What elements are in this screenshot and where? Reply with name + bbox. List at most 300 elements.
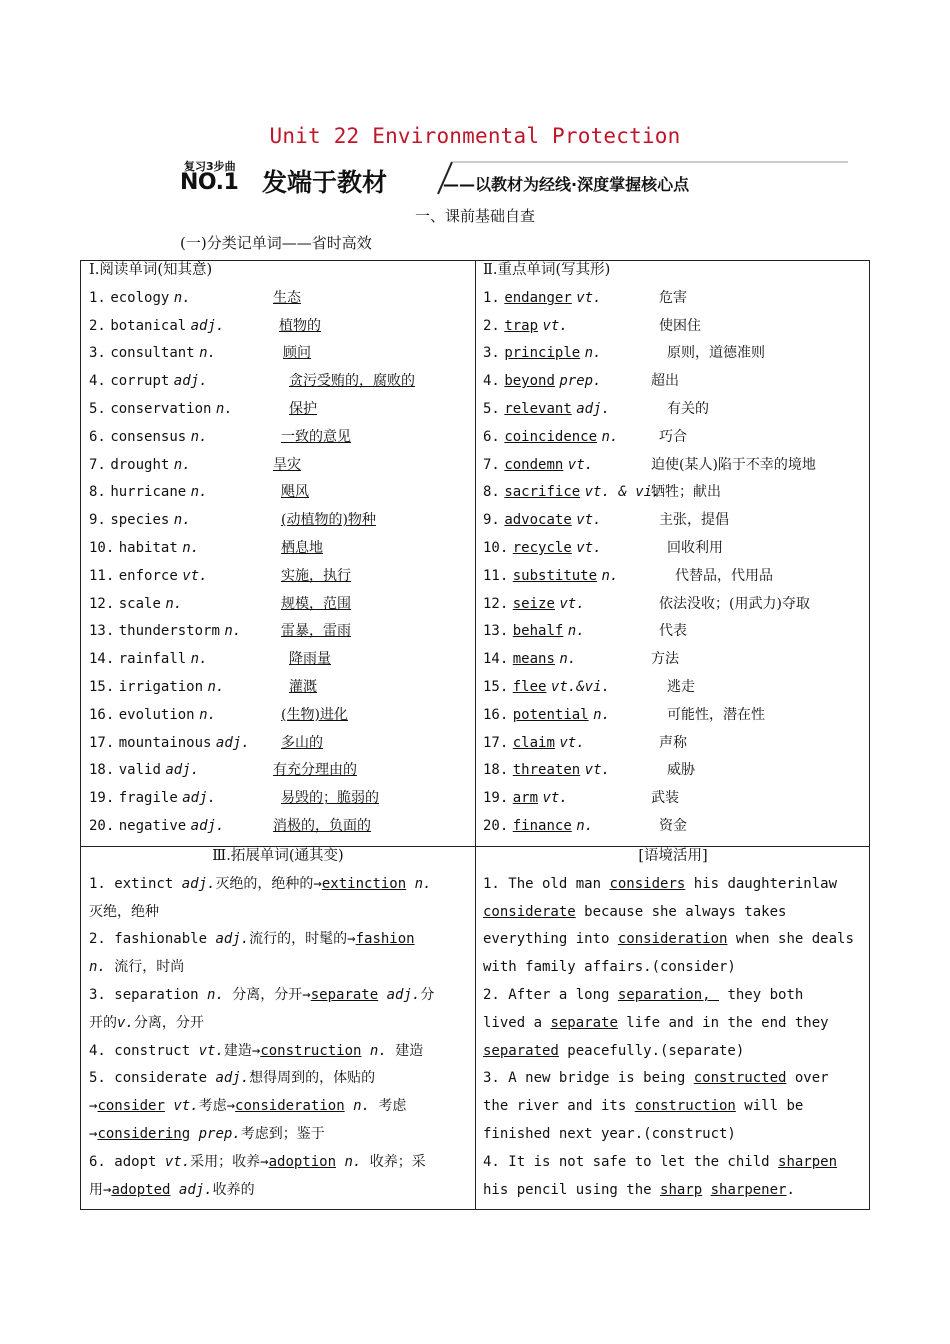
text-segment: with family affairs.(consider) — [483, 959, 736, 976]
vocab-word: advocate — [504, 512, 572, 529]
text-segment: they both — [719, 986, 804, 1003]
text-segment: n. — [414, 875, 432, 892]
part-of-speech: adj. — [190, 817, 225, 834]
vocab-row — [89, 563, 469, 591]
part-of-speech: n. — [190, 651, 208, 668]
answer-word: adopted — [111, 1181, 171, 1198]
text-segment: n. — [344, 1153, 362, 1170]
text-segment: adj. — [181, 875, 216, 892]
text-segment: 建造 — [386, 1042, 424, 1059]
word-meaning: 迫使(某人)陷于不幸的境地 — [651, 456, 816, 473]
item-number: 13. — [89, 623, 115, 640]
text-line-content — [89, 987, 434, 1003]
item-number: 10. — [483, 539, 509, 556]
vocab-row — [89, 452, 469, 480]
text-line — [483, 982, 863, 1010]
text-line — [89, 1038, 467, 1066]
text-line-content — [89, 1043, 423, 1059]
vocab-word: irrigation — [118, 678, 204, 695]
word-meaning: 顾问 — [283, 345, 311, 362]
text-line-content — [483, 904, 786, 920]
text-segment: vt. — [164, 1153, 191, 1170]
part-of-speech: adj. — [173, 373, 208, 390]
item-number: 8. — [89, 484, 106, 501]
item-number: 16. — [89, 706, 115, 723]
vocab-row — [89, 674, 469, 702]
vocab-word: recycle — [512, 539, 572, 556]
part-of-speech: n. — [165, 595, 183, 612]
item-number: 6. — [89, 428, 106, 445]
word-meaning: 声称 — [659, 734, 687, 751]
text-segment — [190, 1126, 198, 1142]
text-segment: prep. — [198, 1125, 241, 1142]
word-meaning: 实施，执行 — [281, 567, 351, 584]
vocab-word: fragile — [118, 790, 178, 807]
text-segment: will be — [735, 1098, 804, 1115]
text-segment: 分离，分开 — [133, 1014, 204, 1031]
vocab-row — [89, 813, 469, 841]
text-line-content — [89, 1154, 426, 1170]
answer-word: sharpen — [778, 1153, 838, 1170]
vocab-word: finance — [512, 817, 572, 834]
reading-words-header: Ⅰ.阅读单词(知其意) — [89, 262, 213, 278]
part-of-speech: adj. — [182, 790, 216, 807]
word-meaning: 逃走 — [667, 678, 695, 695]
item-number: 6. — [483, 428, 500, 445]
part-of-speech: n. — [207, 678, 225, 695]
text-segment — [406, 876, 414, 892]
item-number: 5. — [89, 400, 106, 417]
key-words-header: Ⅱ.重点单词(写其形) — [483, 262, 611, 278]
word-meaning: 易毁的；脆弱的 — [281, 790, 379, 807]
word-meaning: 保护 — [289, 400, 317, 417]
part-of-speech: vt. — [559, 595, 585, 612]
word-meaning: 有关的 — [667, 400, 709, 417]
vocab-row — [89, 757, 469, 785]
text-segment: 3. separation — [89, 986, 208, 1003]
text-segment: 考虑到；鉴于 — [240, 1125, 325, 1142]
vocab-word: habitat — [118, 539, 178, 556]
part-of-speech: n. — [559, 651, 577, 668]
vocab-row — [89, 368, 469, 396]
vocab-word: principle — [504, 345, 581, 362]
item-number: 18. — [483, 762, 509, 779]
banner-number: NO.1 — [180, 170, 239, 195]
vocab-row — [483, 702, 868, 730]
part-of-speech: n. — [173, 456, 191, 473]
text-segment: n. — [207, 986, 224, 1003]
answer-word: separation, — [617, 986, 720, 1003]
text-line-content — [89, 876, 431, 892]
part-of-speech: n. — [601, 567, 619, 584]
text-line — [483, 954, 863, 982]
part-of-speech: n. — [190, 484, 208, 501]
part-of-speech: vt. & vi. — [584, 484, 661, 501]
text-line — [89, 1010, 467, 1038]
part-of-speech: n. — [182, 539, 200, 556]
text-segment: when she deals — [727, 931, 854, 948]
word-meaning: 飓风 — [281, 484, 309, 501]
vocab-word: condemn — [504, 456, 564, 473]
vocab-row — [89, 479, 469, 507]
item-number: 20. — [89, 817, 115, 834]
text-line — [89, 899, 467, 927]
text-segment: 开的 — [89, 1014, 117, 1031]
vocab-row — [483, 340, 868, 368]
word-meaning: 资金 — [659, 817, 687, 834]
word-meaning: 依法没收；(用武力)夺取 — [659, 595, 810, 612]
text-line-content — [483, 1070, 829, 1086]
text-line — [89, 1121, 467, 1149]
vocab-word: species — [110, 512, 170, 529]
text-segment: 分离，分开→ — [223, 986, 311, 1003]
word-meaning: 代替品，代用品 — [675, 567, 773, 584]
vocab-word: botanical — [110, 317, 187, 334]
word-meaning: 生态 — [273, 289, 301, 306]
vocab-word: sacrifice — [504, 484, 581, 501]
vocab-word: valid — [118, 762, 161, 779]
item-number: 18. — [89, 762, 115, 779]
item-number: 7. — [89, 456, 106, 473]
answer-word: fashion — [355, 931, 415, 948]
vocab-word: endanger — [504, 289, 572, 306]
context-usage-cell — [483, 843, 863, 1204]
text-segment — [170, 1182, 178, 1198]
vocab-word: scale — [118, 595, 161, 612]
text-line-content — [89, 931, 415, 947]
text-segment: 灭绝的，绝种的→ — [215, 875, 322, 892]
text-segment: 用→ — [89, 1181, 112, 1198]
context-usage-header: [语境活用] — [638, 848, 708, 864]
item-number: 14. — [483, 651, 509, 668]
text-segment: 5. considerate — [89, 1070, 216, 1087]
part-of-speech: adj. — [165, 762, 200, 779]
item-number: 9. — [483, 512, 500, 529]
part-of-speech: adj. — [215, 734, 250, 751]
vocab-row — [483, 813, 868, 841]
text-line — [483, 1093, 863, 1121]
answer-word: separated — [483, 1042, 559, 1059]
reading-words-list — [89, 285, 469, 841]
text-line-content — [483, 1098, 803, 1114]
vocab-row — [483, 479, 868, 507]
vocab-row — [89, 785, 469, 813]
vocab-word: enforce — [118, 567, 178, 584]
text-segment — [345, 1098, 353, 1114]
text-line — [483, 1065, 863, 1093]
word-meaning: 灌溉 — [289, 678, 317, 695]
text-segment: 4. It is not safe to let the child — [483, 1153, 779, 1170]
word-meaning: 消极的，负面的 — [273, 817, 371, 834]
column-divider — [475, 261, 476, 1210]
item-number: 2. — [483, 317, 500, 334]
answer-word: considering — [97, 1125, 191, 1142]
vocab-row — [483, 396, 868, 424]
vocab-word: rainfall — [118, 651, 187, 668]
item-number: 1. — [89, 289, 106, 306]
vocab-word: conservation — [110, 400, 212, 417]
item-number: 4. — [89, 373, 106, 390]
text-segment: 6. adopt — [89, 1153, 165, 1170]
text-segment: adj. — [215, 1070, 250, 1087]
vocab-word: drought — [110, 456, 170, 473]
part-of-speech: adj. — [576, 400, 610, 417]
item-number: 4. — [483, 373, 500, 390]
text-line — [89, 954, 467, 982]
vocab-row — [483, 591, 868, 619]
vocab-row — [89, 591, 469, 619]
text-segment: life and in the end they — [617, 1014, 829, 1031]
vocab-word: claim — [512, 734, 555, 751]
text-line — [89, 982, 467, 1010]
word-meaning: 多山的 — [281, 734, 323, 751]
text-segment: 建造→ — [223, 1042, 261, 1059]
text-line — [483, 926, 863, 954]
text-segment: vt. — [173, 1098, 199, 1115]
text-segment: 1. The old man — [483, 875, 610, 892]
item-number: 12. — [89, 595, 115, 612]
text-segment: → — [89, 1125, 98, 1142]
answer-word: sharpener — [710, 1181, 787, 1198]
vocab-word: arm — [512, 790, 539, 807]
vocab-word: threaten — [512, 762, 581, 779]
item-number: 7. — [483, 456, 500, 473]
item-number: 15. — [483, 678, 509, 695]
vocab-word: ecology — [110, 289, 170, 306]
item-number: 12. — [483, 595, 509, 612]
text-line-content — [89, 959, 184, 975]
text-line — [89, 1149, 467, 1177]
item-number: 3. — [483, 345, 500, 362]
text-segment: 3. A new bridge is being — [483, 1070, 694, 1087]
vocab-row — [483, 313, 868, 341]
answer-word: adoption — [268, 1153, 337, 1170]
vocab-row — [89, 618, 469, 646]
part-of-speech: vt. — [567, 456, 594, 473]
item-number: 16. — [483, 706, 509, 723]
vocab-word: beyond — [504, 373, 555, 390]
word-meaning: 一致的意见 — [281, 428, 351, 445]
text-segment: finished next year.(construct) — [483, 1125, 736, 1142]
answer-word: consider — [97, 1098, 165, 1115]
vocab-row — [483, 730, 868, 758]
section-heading: 一、课前基础自查 — [414, 207, 535, 225]
text-segment: n. — [369, 1042, 387, 1059]
text-line-content — [483, 876, 837, 892]
text-line — [483, 1149, 863, 1177]
word-meaning: (动植物的)物种 — [281, 512, 376, 529]
answer-word: considerate — [483, 903, 576, 920]
word-meaning: 原则，道德准则 — [667, 345, 765, 362]
vocab-row — [483, 535, 868, 563]
word-meaning: 植物的 — [279, 317, 321, 334]
text-segment: 收养的 — [212, 1181, 255, 1198]
text-line-content — [483, 987, 803, 1003]
item-number: 15. — [89, 678, 115, 695]
word-meaning: 降雨量 — [289, 651, 331, 668]
part-of-speech: n. — [593, 706, 610, 723]
vocab-row — [89, 507, 469, 535]
part-of-speech: n. — [567, 623, 585, 640]
part-of-speech: n. — [173, 512, 191, 529]
item-number: 14. — [89, 651, 115, 668]
text-line-content — [483, 959, 736, 975]
text-segment: 采用；收养→ — [190, 1153, 269, 1170]
part-of-speech: n. — [173, 289, 191, 306]
item-number: 19. — [89, 790, 115, 807]
text-segment: adj. — [178, 1181, 213, 1198]
text-segment: peacefully.(separate) — [558, 1042, 745, 1059]
item-number: 11. — [89, 567, 115, 584]
vocab-row — [483, 618, 868, 646]
answer-word: separate — [550, 1014, 618, 1031]
part-of-speech: n. — [584, 345, 602, 362]
vocab-row — [89, 730, 469, 758]
part-of-speech: vt. — [182, 567, 208, 584]
banner-subtitle: ——以教材为经线·深度掌握核心点 — [443, 175, 690, 194]
text-segment: adj. — [386, 986, 421, 1003]
text-line — [483, 899, 863, 927]
vocab-word: negative — [118, 817, 187, 834]
key-words-list — [483, 285, 868, 841]
text-segment: 想得周到的，体贴的 — [249, 1070, 376, 1087]
item-number: 17. — [483, 734, 509, 751]
part-of-speech: vt. — [542, 790, 568, 807]
vocab-row — [483, 368, 868, 396]
vocab-row — [483, 563, 868, 591]
vocab-word: hurricane — [110, 484, 187, 501]
text-segment: n. — [353, 1098, 370, 1115]
vocab-word: mountainous — [118, 734, 212, 751]
text-segment: → — [89, 1098, 98, 1115]
banner-chinese-title: 发端于教材 — [262, 168, 388, 197]
part-of-speech: vt. — [559, 734, 585, 751]
vocab-row — [483, 424, 868, 452]
vocab-word: behalf — [512, 623, 564, 640]
word-meaning: 旱灾 — [273, 456, 301, 473]
text-segment — [702, 1182, 710, 1198]
part-of-speech: n. — [190, 428, 208, 445]
part-of-speech: n. — [224, 623, 242, 640]
text-segment: 流行的，时髦的→ — [249, 931, 356, 948]
text-line-content — [89, 1126, 325, 1142]
text-segment: lived a — [483, 1014, 551, 1031]
vocab-row — [89, 702, 469, 730]
vocab-word: evolution — [118, 706, 195, 723]
text-segment: his pencil using the — [483, 1181, 661, 1198]
item-number: 10. — [89, 539, 115, 556]
text-line-content — [89, 1015, 204, 1031]
text-line-content — [483, 1182, 795, 1198]
banner-small-label: 复习3步曲 — [184, 160, 236, 173]
answer-word: sharp — [660, 1181, 703, 1198]
word-meaning: 规模，范围 — [281, 595, 351, 612]
text-line-content — [89, 1098, 406, 1114]
text-segment: vt. — [198, 1042, 224, 1059]
word-meaning: 威胁 — [667, 762, 695, 779]
word-meaning: (生物)进化 — [281, 706, 348, 723]
word-meaning: 回收利用 — [667, 539, 723, 556]
vocab-row — [483, 757, 868, 785]
text-line-content — [483, 1126, 736, 1142]
vocab-word: consultant — [110, 345, 195, 362]
vocab-word: means — [512, 651, 555, 668]
item-number: 20. — [483, 817, 509, 834]
answer-word: considers — [609, 875, 686, 892]
text-line-content — [483, 1043, 744, 1059]
section-banner — [180, 158, 848, 198]
word-meaning: 使困住 — [659, 317, 701, 334]
vocab-word: coincidence — [504, 428, 598, 445]
word-meaning: 危害 — [659, 289, 687, 306]
text-segment: . — [786, 1181, 795, 1198]
item-number: 2. — [89, 317, 106, 334]
text-segment: 灭绝，绝种 — [89, 903, 159, 920]
vocab-row — [483, 785, 868, 813]
item-number: 17. — [89, 734, 115, 751]
text-line-content — [483, 931, 854, 947]
vocab-row — [89, 340, 469, 368]
text-segment: n. — [89, 959, 106, 976]
word-meaning: 贪污受贿的，腐败的 — [289, 373, 415, 390]
item-number: 9. — [89, 512, 106, 529]
vocab-word: substitute — [512, 567, 598, 584]
vocab-row — [89, 646, 469, 674]
item-number: 5. — [483, 400, 500, 417]
answer-word: separate — [310, 986, 379, 1003]
text-segment: adj. — [215, 931, 250, 948]
answer-word: construction — [260, 1042, 362, 1059]
word-meaning: 雷暴，雷雨 — [281, 623, 351, 640]
context-usage-list — [483, 871, 863, 1205]
item-number: 11. — [483, 567, 509, 584]
vocab-word: thunderstorm — [118, 623, 220, 640]
vocab-row — [483, 452, 868, 480]
text-segment — [361, 1043, 369, 1059]
part-of-speech: vt.&vi. — [550, 678, 610, 695]
text-line — [89, 1177, 467, 1205]
answer-word: extinction — [321, 875, 407, 892]
word-meaning: 超出 — [651, 373, 679, 390]
text-segment: 考虑→ — [198, 1098, 236, 1115]
vocab-row — [89, 285, 469, 313]
text-segment: 收养；采 — [361, 1153, 426, 1170]
text-line-content — [483, 1015, 829, 1031]
text-line — [89, 1065, 467, 1093]
text-line — [483, 1038, 863, 1066]
word-meaning: 牺牲；献出 — [651, 484, 721, 501]
text-line — [89, 871, 467, 899]
part-of-speech: prep. — [559, 373, 602, 390]
text-line — [89, 926, 467, 954]
vocab-word: flee — [512, 678, 547, 695]
text-line-content — [89, 904, 159, 920]
part-of-speech: n. — [199, 345, 216, 362]
vocab-row — [483, 285, 868, 313]
vocab-table — [80, 260, 870, 1210]
vocab-word: corrupt — [110, 373, 170, 390]
part-of-speech: n. — [215, 400, 233, 417]
part-of-speech: vt. — [542, 317, 568, 334]
text-line — [483, 1010, 863, 1038]
text-segment: everything into — [483, 931, 618, 948]
vocab-word: trap — [504, 317, 539, 334]
extended-words-cell — [89, 843, 467, 1204]
word-meaning: 方法 — [651, 651, 679, 668]
answer-word: consideration — [617, 931, 728, 948]
extended-words-list — [89, 871, 467, 1205]
text-segment: over — [786, 1070, 829, 1087]
